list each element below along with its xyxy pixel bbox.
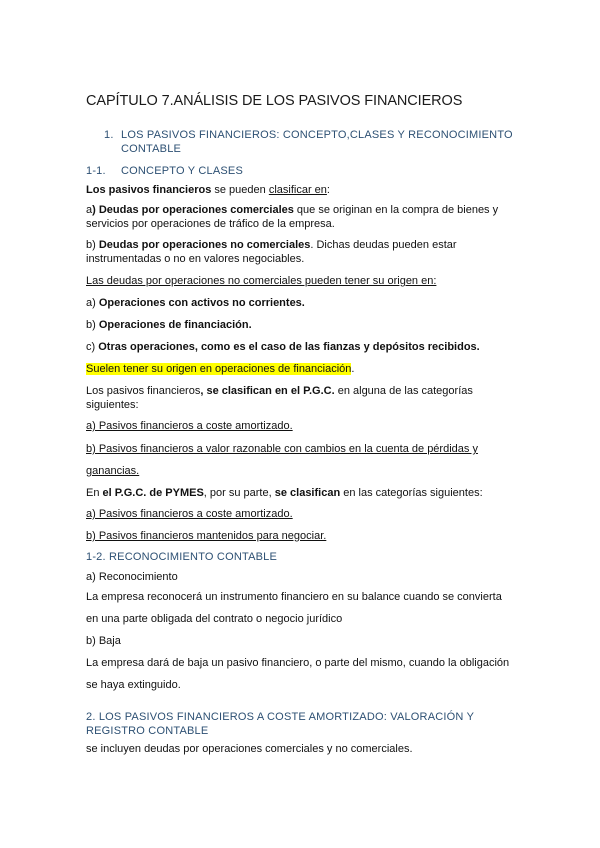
text: . <box>351 363 355 375</box>
text: que se originan en la compra de bienes y <box>293 204 499 216</box>
section-1-heading-line1: LOS PASIVOS FINANCIEROS: CONCEPTO,CLASES Y RECONOCIMIENTO <box>121 129 513 141</box>
bold-text: el P.G.C. de PYMES <box>102 487 204 499</box>
highlighted-note <box>86 362 354 376</box>
pymes-category-b: b) Pasivos financieros mantenidos para negociar. <box>86 530 327 542</box>
bold-text: se clasifican <box>274 487 341 499</box>
origin-item-c <box>86 340 480 354</box>
bold-text: Los pasivos financieros <box>86 184 212 196</box>
baja-line1: La empresa dará de baja un pasivo financiero, o parte del mismo, cuando la obligación <box>86 657 510 669</box>
pgc-category-b-line1: b) Pasivos financieros a valor razonable con cambios en la cuenta de pérdidas y <box>86 443 478 455</box>
text: en las categorías siguientes: <box>340 487 483 499</box>
reconocimiento-line1: La empresa reconocerá un instrumento financiero en su balance cuando se convierta <box>86 591 502 603</box>
text: Los pasivos financieros <box>86 385 201 397</box>
text: en alguna de las categorías <box>334 385 473 397</box>
bold-text: Otras operaciones, como es el caso de las fianzas y depósitos recibidos. <box>98 341 480 353</box>
text: b) <box>86 239 99 251</box>
origin-item-b <box>86 318 252 332</box>
section-1-2-heading: 1-2. RECONOCIMIENTO CONTABLE <box>86 551 277 563</box>
reconocimiento-label: a) Reconocimiento <box>86 571 178 583</box>
text: En <box>86 487 103 499</box>
paragraph-pgc-line1 <box>86 384 473 398</box>
underlined-text: clasificar en <box>268 184 327 196</box>
text: , por su parte, <box>203 487 275 499</box>
pgc-category-b-line2: ganancias. <box>86 465 140 477</box>
paragraph-pgc-line2: siguientes: <box>86 399 139 411</box>
section-2-heading-line1: 2. LOS PASIVOS FINANCIEROS A COSTE AMORTIZADO: VALORACIÓN Y <box>86 711 475 723</box>
paragraph-clasificar <box>86 183 330 197</box>
pymes-category-a: a) Pasivos financieros a coste amortizado. <box>86 508 293 520</box>
text: . Dichas deudas pueden estar <box>310 239 457 251</box>
section-1-number: 1. <box>104 129 114 141</box>
paragraph-origen: Las deudas por operaciones no comerciales pueden tener su origen en: <box>86 275 437 287</box>
bold-text: Operaciones de financiación. <box>98 319 252 331</box>
item-a-line2: servicios por operaciones de tráfico de la empresa. <box>86 218 335 230</box>
item-b-line2: instrumentadas o no en valores negociables. <box>86 253 305 265</box>
highlighted-text: Suelen tener su origen en operaciones de financiación <box>86 363 352 375</box>
text: b) <box>86 319 99 331</box>
text: se pueden <box>211 184 269 196</box>
bold-text: ) Deudas por operaciones comerciales <box>92 204 294 216</box>
section-1-heading-line2: CONTABLE <box>121 143 182 155</box>
text: a <box>86 204 93 216</box>
origin-item-a <box>86 296 305 310</box>
baja-line2: se haya extinguido. <box>86 679 181 691</box>
bold-text: , se clasifican en el P.G.C. <box>200 385 335 397</box>
baja-label: b) Baja <box>86 635 121 647</box>
section-1-1-heading: CONCEPTO Y CLASES <box>121 165 243 177</box>
bold-text: Operaciones con activos no corrientes. <box>98 297 305 309</box>
item-b-line1 <box>86 238 457 252</box>
text: : <box>326 184 330 196</box>
section-1-1-number: 1-1. <box>86 165 106 177</box>
reconocimiento-line2: en una parte obligada del contrato o negocio jurídico <box>86 613 343 625</box>
pgc-category-a: a) Pasivos financieros a coste amortizado. <box>86 420 293 432</box>
item-a-line1 <box>86 203 498 217</box>
text: c) <box>86 341 99 353</box>
text: a) <box>86 297 99 309</box>
bold-text: Deudas por operaciones no comerciales <box>98 239 311 251</box>
paragraph-pymes <box>86 486 483 500</box>
section-2-heading-line2: REGISTRO CONTABLE <box>86 725 209 737</box>
page-title: CAPÍTULO 7.ANÁLISIS DE LOS PASIVOS FINANCIEROS <box>86 93 463 109</box>
closing-paragraph: se incluyen deudas por operaciones comerciales y no comerciales. <box>86 743 413 755</box>
